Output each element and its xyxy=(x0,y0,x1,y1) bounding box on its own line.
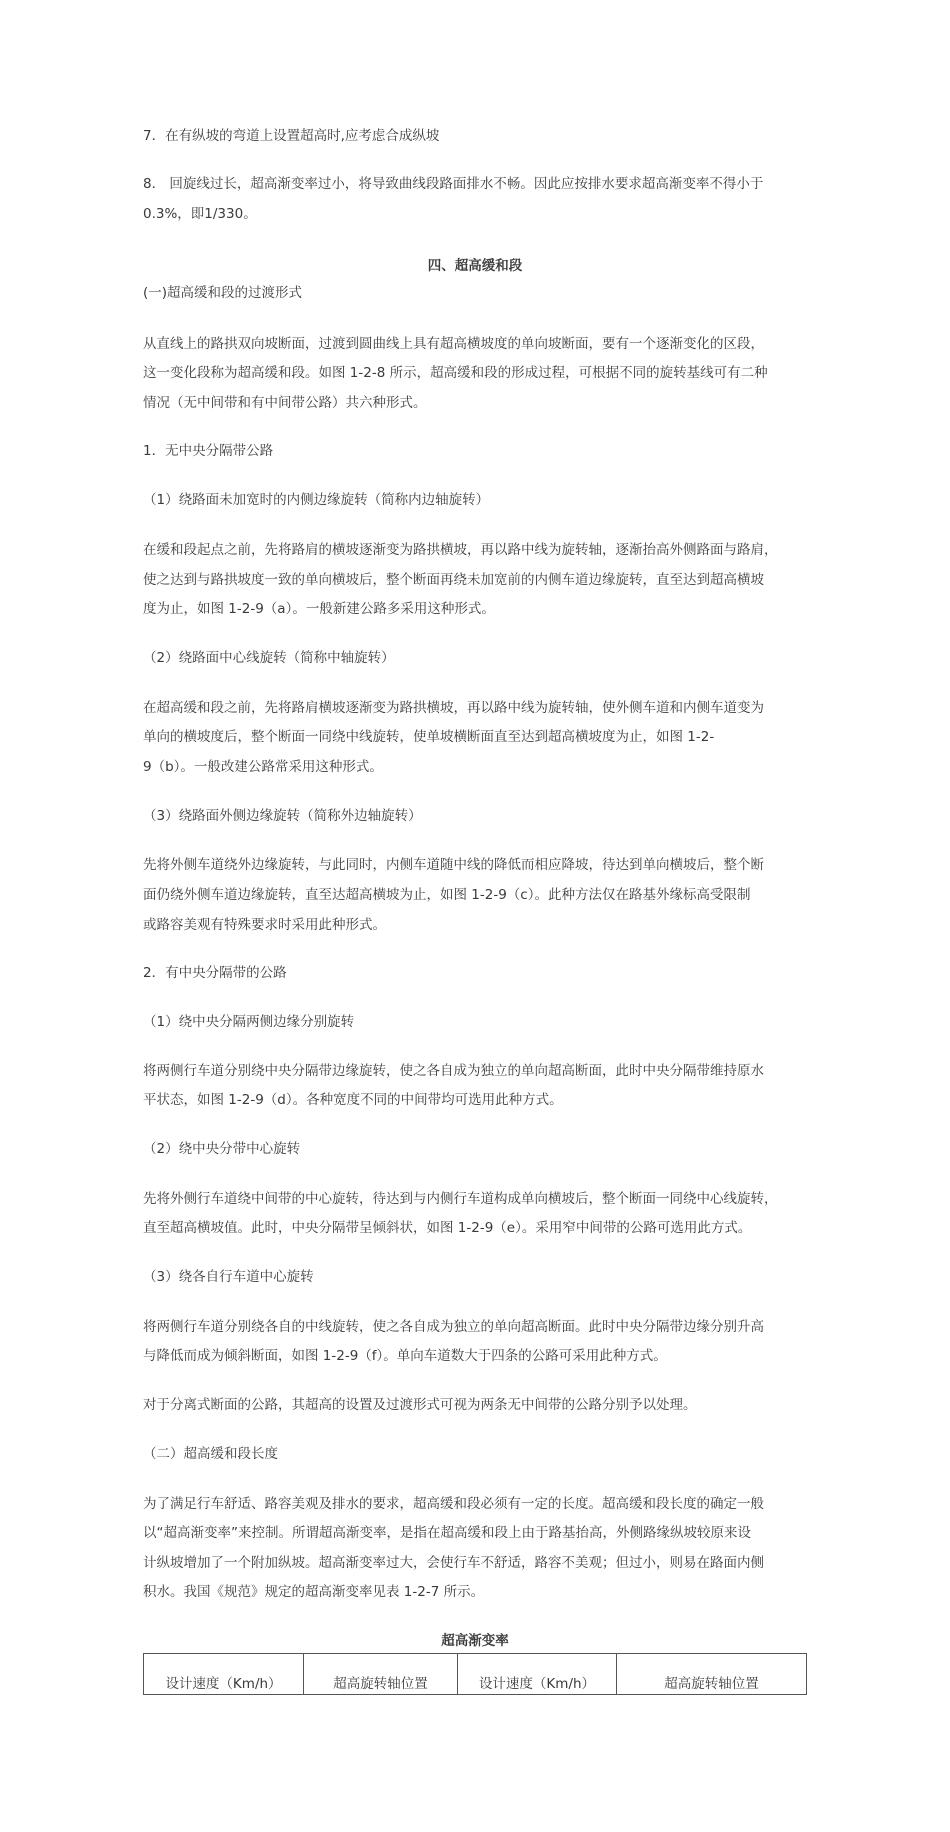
table-header-cell: 设计速度（Km/h） xyxy=(458,1654,617,1695)
separated-section-note: 对于分离式断面的公路，其超高的设置及过渡形式可视为两条无中间带的公路分别予以处理。 xyxy=(143,1397,697,1413)
length-line-4: 积水。我国《规范》规定的超高渐变率见表 1-2-7 所示。 xyxy=(143,1584,485,1600)
item-outer-edge-line-1: 先将外侧车道绕外边缘旋转，与此同时，内侧车道随中线的降低而相应降坡，待达到单向横坡后，整个断 xyxy=(143,857,764,873)
intro-line-1: 从直线上的路拱双向坡断面，过渡到圆曲线上具有超高横坡度的单向坡断面，要有一个逐渐变化的区段， xyxy=(143,336,764,352)
item-median-center-line-2: 直至超高横坡值。此时，中央分隔带呈倾斜状，如图 1-2-9（e）。采用窄中间带的公路可选用此方式。 xyxy=(143,1220,752,1236)
table-caption: 超高渐变率 xyxy=(441,1633,509,1649)
item-center-title: （2）绕路面中心线旋转（简称中轴旋转） xyxy=(143,650,395,666)
item-carriageway-center-line-1: 将两侧行车道分别绕各自的中线旋转，使之各自成为独立的单向超高断面。此时中央分隔带边缘分别升高 xyxy=(143,1319,764,1335)
length-line-2: 以“超高渐变率”来控制。所谓超高渐变率，是指在超高缓和段上由于路基抬高，外侧路缘纵坡较原来设 xyxy=(143,1525,751,1541)
table-header-row xyxy=(144,1654,807,1695)
rate-table xyxy=(143,1653,807,1695)
length-line-1: 为了满足行车舒适、路容美观及排水的要求，超高缓和段必须有一定的长度。超高缓和段长度的确定一般 xyxy=(143,1496,764,1512)
item-center-line-3: 9（b）。一般改建公路常采用这种形式。 xyxy=(143,759,383,775)
intro-line-3: 情况（无中间带和有中间带公路）共六种形式。 xyxy=(143,395,427,411)
item-center-line-2: 单向的横坡度后，整个断面一同绕中线旋转，使单坡横断面直至达到超高横坡度为止，如图 1-2- xyxy=(143,729,715,745)
paragraph-item-7: 7．在有纵坡的弯道上设置超高时,应考虑合成纵坡 xyxy=(143,128,440,144)
subsection-title-length: （二）超高缓和段长度 xyxy=(143,1446,278,1462)
item-outer-edge-title: （3）绕路面外侧边缘旋转（简称外边轴旋转） xyxy=(143,808,422,824)
item-median-edges-line-1: 将两侧行车道分别绕中央分隔带边缘旋转，使之各自成为独立的单向超高断面，此时中央分隔带维持原水 xyxy=(143,1063,764,1079)
item-center-line-1: 在超高缓和段之前，先将路肩横坡逐渐变为路拱横坡，再以路中线为旋转轴，使外侧车道和内侧车道变为 xyxy=(143,700,764,716)
heading-with-median: 2．有中央分隔带的公路 xyxy=(143,965,287,981)
table-header-cell: 超高旋转轴位置 xyxy=(304,1654,458,1695)
item-inner-edge-line-3: 度为止，如图 1-2-9（a）。一般新建公路多采用这种形式。 xyxy=(143,601,495,617)
subsection-title-transition-forms: (一)超高缓和段的过渡形式 xyxy=(143,285,303,301)
section-heading: 四、超高缓和段 xyxy=(427,258,523,274)
item-outer-edge-line-3: 或路容美观有特殊要求时采用此种形式。 xyxy=(143,917,386,933)
table-header-cell: 设计速度（Km/h） xyxy=(144,1654,304,1695)
table-header-cell: 超高旋转轴位置 xyxy=(617,1654,807,1695)
item-median-center-title: （2）绕中央分带中心旋转 xyxy=(143,1141,301,1157)
item-carriageway-center-line-2: 与降低而成为倾斜断面，如图 1-2-9（f）。单向车道数大于四条的公路可采用此种方式。 xyxy=(143,1348,667,1364)
item-median-edges-title: （1）绕中央分隔两侧边缘分别旋转 xyxy=(143,1014,355,1030)
item-inner-edge-line-1: 在缓和段起点之前，先将路肩的横坡逐渐变为路拱横坡，再以路中线为旋转轴，逐渐抬高外侧路面与路肩， xyxy=(143,542,778,558)
paragraph-item-8-line-2: 0.3%，即1/330。 xyxy=(143,206,257,222)
item-carriageway-center-title: （3）绕各自行车道中心旋转 xyxy=(143,1269,314,1285)
item-median-edges-line-2: 平状态，如图 1-2-9（d）。各种宽度不同的中间带均可选用此种方式。 xyxy=(143,1092,563,1108)
intro-line-2: 这一变化段称为超高缓和段。如图 1-2-8 所示，超高缓和段的形成过程，可根据不同的旋转基线可有二种 xyxy=(143,365,768,381)
item-median-center-line-1: 先将外侧行车道绕中间带的中心旋转，待达到与内侧行车道构成单向横坡后，整个断面一同绕中心线旋转， xyxy=(143,1191,778,1207)
length-line-3: 计纵坡增加了一个附加纵坡。超高渐变率过大，会使行车不舒适，路容不美观；但过小，则易在路面内侧 xyxy=(143,1555,764,1571)
item-inner-edge-line-2: 使之达到与路拱坡度一致的单向横坡后，整个断面再绕未加宽前的内侧车道边缘旋转，直至达到超高横坡 xyxy=(143,572,764,588)
item-outer-edge-line-2: 面仍绕外侧车道边缘旋转，直至达超高横坡为止，如图 1-2-9（c）。此种方法仅在路基外缘标高受限制 xyxy=(143,887,751,903)
paragraph-item-8-line-1: 8． 回旋线过长，超高渐变率过小，将导致曲线段路面排水不畅。因此应按排水要求超高渐变率不得小于 xyxy=(143,176,764,192)
item-inner-edge-title: （1）绕路面未加宽时的内侧边缘旋转（简称内边轴旋转） xyxy=(143,492,490,508)
heading-no-median: 1．无中央分隔带公路 xyxy=(143,443,274,459)
